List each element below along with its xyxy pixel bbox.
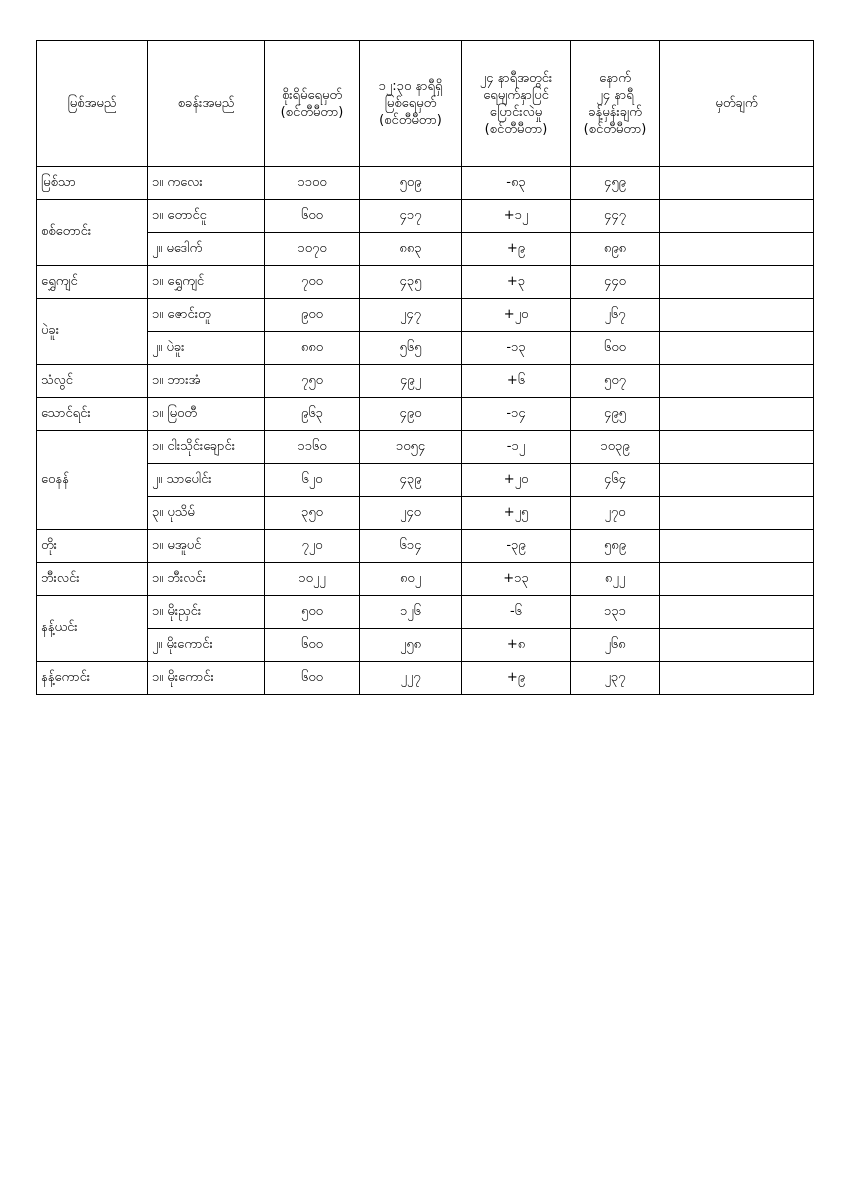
forecast-cell: ၁၀၃၉ xyxy=(571,431,660,464)
table-row xyxy=(37,167,814,200)
river-level-cell: ၂၄၀ xyxy=(360,497,462,530)
river-name-cell: နန့်ကောင်း xyxy=(37,662,148,695)
river-level-cell: ၂၂၇ xyxy=(360,662,462,695)
station-name-cell: ၁။ ဘီးလင်း xyxy=(148,563,265,596)
forecast-cell: ၂၆၈ xyxy=(571,629,660,662)
header-remarks: မှတ်ချက် xyxy=(660,41,814,167)
forecast-cell: ၆၀၀ xyxy=(571,332,660,365)
station-name-cell: ၁။ မိုးကောင်း xyxy=(148,662,265,695)
header-row xyxy=(37,41,814,167)
river-name-cell: သောင်ရင်း xyxy=(37,398,148,431)
level-change-cell: -၆ xyxy=(462,596,571,629)
river-name-cell: ပဲခူး xyxy=(37,299,148,365)
river-level-cell: ၈၀၂ xyxy=(360,563,462,596)
danger-level-cell: ၆၀၀ xyxy=(265,629,360,662)
level-change-cell: +၉ xyxy=(462,233,571,266)
river-level-cell: ၄၁၇ xyxy=(360,200,462,233)
station-name-cell: ၂။ မိုးကောင်း xyxy=(148,629,265,662)
river-name-cell: ရွှေကျင် xyxy=(37,266,148,299)
danger-level-cell: ၈၈၀ xyxy=(265,332,360,365)
river-level-cell: ၂၄၇ xyxy=(360,299,462,332)
forecast-cell: ၂၃၇ xyxy=(571,662,660,695)
danger-level-cell: ၉၆၃ xyxy=(265,398,360,431)
station-name-cell: ၁။ ဇောင်းတူ xyxy=(148,299,265,332)
danger-level-cell: ၁၁၆၀ xyxy=(265,431,360,464)
remarks-cell xyxy=(660,332,814,365)
level-change-cell: -၃၉ xyxy=(462,530,571,563)
station-name-cell: ၂။ ပဲခူး xyxy=(148,332,265,365)
forecast-cell: ၄၅၉ xyxy=(571,167,660,200)
remarks-cell xyxy=(660,629,814,662)
table-row xyxy=(37,497,814,530)
remarks-cell xyxy=(660,167,814,200)
remarks-cell xyxy=(660,497,814,530)
remarks-cell xyxy=(660,266,814,299)
forecast-cell: ၄၉၅ xyxy=(571,398,660,431)
danger-level-cell: ၇၂၀ xyxy=(265,530,360,563)
table-row xyxy=(37,266,814,299)
river-name-cell: စစ်တောင်း xyxy=(37,200,148,266)
station-name-cell: ၁။ ကလေး xyxy=(148,167,265,200)
station-name-cell: ၂။ မဒေါက် xyxy=(148,233,265,266)
station-name-cell: ၁။ ဘားအံ xyxy=(148,365,265,398)
remarks-cell xyxy=(660,563,814,596)
forecast-cell: ၄၄၇ xyxy=(571,200,660,233)
forecast-cell: ၈၂၂ xyxy=(571,563,660,596)
river-level-cell: ၄၉၀ xyxy=(360,398,462,431)
river-name-cell: နန့်ယင်း xyxy=(37,596,148,662)
river-name-cell: မြစ်သာ xyxy=(37,167,148,200)
river-name-cell: ဘီးလင်း xyxy=(37,563,148,596)
danger-level-cell: ၃၅၀ xyxy=(265,497,360,530)
danger-level-cell: ၁၀၂၂ xyxy=(265,563,360,596)
station-name-cell: ၁။ ငါးသိုင်းချောင်း xyxy=(148,431,265,464)
table-row xyxy=(37,299,814,332)
river-level-cell: ၁၀၅၄ xyxy=(360,431,462,464)
remarks-cell xyxy=(660,365,814,398)
danger-level-cell: ၁၁၀၀ xyxy=(265,167,360,200)
level-change-cell: +၁၂ xyxy=(462,200,571,233)
forecast-cell: ၁၃၁ xyxy=(571,596,660,629)
table-row xyxy=(37,662,814,695)
river-name-cell: သံလွင် xyxy=(37,365,148,398)
level-change-cell: +၆ xyxy=(462,365,571,398)
station-name-cell: ၁။ မအူပင် xyxy=(148,530,265,563)
station-name-cell: ၂။ သာပေါင်း xyxy=(148,464,265,497)
level-change-cell: +၂၀ xyxy=(462,299,571,332)
danger-level-cell: ၇၀၀ xyxy=(265,266,360,299)
danger-level-cell: ၆၀၀ xyxy=(265,662,360,695)
danger-level-cell: ၇၅၀ xyxy=(265,365,360,398)
remarks-cell xyxy=(660,398,814,431)
remarks-cell xyxy=(660,530,814,563)
table-row xyxy=(37,596,814,629)
table-row xyxy=(37,233,814,266)
table-row xyxy=(37,530,814,563)
table-row xyxy=(37,563,814,596)
remarks-cell xyxy=(660,299,814,332)
danger-level-cell: ၆၂၀ xyxy=(265,464,360,497)
danger-level-cell: ၆၀၀ xyxy=(265,200,360,233)
table-row xyxy=(37,464,814,497)
level-change-cell: +၂၅ xyxy=(462,497,571,530)
table-row xyxy=(37,332,814,365)
table-row xyxy=(37,365,814,398)
forecast-cell: ၈၉၈ xyxy=(571,233,660,266)
station-name-cell: ၁။ ရွှေကျင် xyxy=(148,266,265,299)
station-name-cell: ၁။ မြဝတီ xyxy=(148,398,265,431)
forecast-cell: ၅၈၉ xyxy=(571,530,660,563)
river-level-cell: ၂၅၈ xyxy=(360,629,462,662)
forecast-cell: ၄၆၄ xyxy=(571,464,660,497)
station-name-cell: ၁။ မိုးညှင်း xyxy=(148,596,265,629)
river-level-cell: ၈၈၃ xyxy=(360,233,462,266)
level-change-cell: +၂၀ xyxy=(462,464,571,497)
river-level-cell: ၄၉၂ xyxy=(360,365,462,398)
forecast-cell: ၂၆၇ xyxy=(571,299,660,332)
river-level-cell: ၁၂၆ xyxy=(360,596,462,629)
river-level-cell: ၄၃၅ xyxy=(360,266,462,299)
river-level-cell: ၅၆၅ xyxy=(360,332,462,365)
danger-level-cell: ၅၀၀ xyxy=(265,596,360,629)
remarks-cell xyxy=(660,596,814,629)
remarks-cell xyxy=(660,662,814,695)
river-name-cell: ဝေနန် xyxy=(37,431,148,530)
header-change-24h: ၂၄ နာရီအတွင်း ရေမျက်နှာပြင် ပြောင်းလဲမှု (စင်တီမီတာ) xyxy=(462,41,571,167)
level-change-cell: +၁၃ xyxy=(462,563,571,596)
table-body xyxy=(37,167,814,695)
table-row xyxy=(37,200,814,233)
river-name-cell: တိုး xyxy=(37,530,148,563)
river-level-cell: ၆၁၄ xyxy=(360,530,462,563)
station-name-cell: ၁။ တောင်ငူ xyxy=(148,200,265,233)
remarks-cell xyxy=(660,200,814,233)
remarks-cell xyxy=(660,464,814,497)
station-name-cell: ၃။ ပုသိမ် xyxy=(148,497,265,530)
level-change-cell: -၈၃ xyxy=(462,167,571,200)
remarks-cell xyxy=(660,431,814,464)
river-water-level-table xyxy=(36,40,814,695)
header-river: မြစ်အမည် xyxy=(37,41,148,167)
level-change-cell: +၃ xyxy=(462,266,571,299)
table-row xyxy=(37,629,814,662)
forecast-cell: ၂၇၀ xyxy=(571,497,660,530)
river-level-cell: ၅၀၉ xyxy=(360,167,462,200)
header-station: စခန်းအမည် xyxy=(148,41,265,167)
remarks-cell xyxy=(660,233,814,266)
header-river-level: ၁၂:၃၀ နာရီရှိ မြစ်ရေမှတ် (စင်တီမီတာ) xyxy=(360,41,462,167)
header-danger-level: စိုးရိမ်ရေမှတ် (စင်တီမီတာ) xyxy=(265,41,360,167)
table-row xyxy=(37,398,814,431)
level-change-cell: -၁၂ xyxy=(462,431,571,464)
level-change-cell: -၁၄ xyxy=(462,398,571,431)
table-row xyxy=(37,431,814,464)
danger-level-cell: ၉၀၀ xyxy=(265,299,360,332)
level-change-cell: +၈ xyxy=(462,629,571,662)
forecast-cell: ၅၀၇ xyxy=(571,365,660,398)
header-forecast-24h: နောက် ၂၄ နာရီ ခန့်မှန်းချက် (စင်တီမီတာ) xyxy=(571,41,660,167)
level-change-cell: +၉ xyxy=(462,662,571,695)
river-level-cell: ၄၃၉ xyxy=(360,464,462,497)
level-change-cell: -၁၃ xyxy=(462,332,571,365)
forecast-cell: ၄၄၀ xyxy=(571,266,660,299)
danger-level-cell: ၁၀၇၀ xyxy=(265,233,360,266)
